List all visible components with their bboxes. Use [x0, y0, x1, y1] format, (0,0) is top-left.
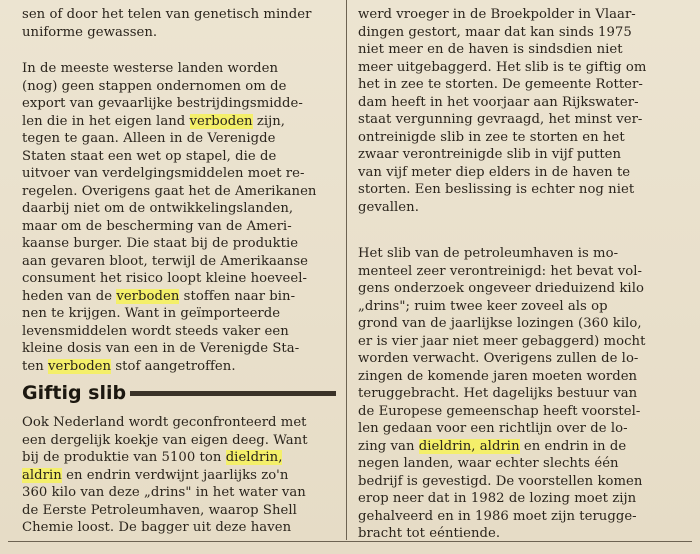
heading-rule: [130, 391, 336, 396]
text-line: [358, 199, 674, 217]
line-text: (nog) geen stappen ondernomen om de: [22, 78, 287, 94]
text-line: [22, 130, 338, 148]
text-line: [22, 519, 338, 537]
line-text: heden van de: [22, 288, 117, 304]
text-line: [358, 298, 674, 316]
line-text: 360 kilo van deze „drins" in het water van: [22, 485, 306, 500]
text-line: [22, 253, 338, 271]
line-text: zwaar verontreinigde slib in vijf putten: [358, 147, 622, 162]
highlighted-term: dieldrin,: [225, 450, 283, 465]
line-text: stof aangetroffen.: [111, 358, 236, 374]
line-text: aan gevaren bloot, terwijl de Amerikaanse: [22, 253, 309, 269]
heading-text: Giftig slib: [22, 382, 127, 404]
text-line: [22, 165, 338, 183]
line-text: bedrijf is gevestigd. De voorstellen komen: [358, 473, 643, 489]
text-line: [22, 484, 338, 502]
line-text: nen te krijgen. Want in geïmporteerde: [22, 306, 281, 321]
line-text: uitvoer van verdelgingsmiddelen moet re-: [22, 166, 305, 181]
text-line: [22, 414, 338, 432]
text-line: [358, 24, 674, 42]
text-line: [22, 305, 338, 323]
text-line: [358, 525, 674, 543]
line-text: „drins"; ruim twee keer zoveel als op: [358, 298, 608, 314]
line-text: en endrin in de: [519, 438, 627, 454]
text-line: [22, 113, 338, 131]
highlighted-term: dieldrin, aldrin: [418, 438, 520, 454]
line-text: bracht tot eéntiende.: [358, 526, 501, 541]
text-line: [358, 315, 674, 333]
line-text: maar om de bescherming van de Ameri-: [22, 218, 292, 234]
text-line: [22, 449, 338, 467]
text-line: [22, 358, 338, 376]
text-line: [358, 385, 674, 403]
text-line: [358, 6, 674, 24]
text-line: [22, 288, 338, 306]
line-text: worden verwacht. Overigens zullen de lo-: [358, 351, 639, 366]
line-text: consument het risico loopt kleine hoeveel-: [22, 271, 308, 286]
text-line: [22, 78, 338, 96]
text-line: [358, 263, 674, 281]
line-text: niet meer en de haven is sindsdien niet: [358, 42, 623, 57]
line-text: er is vier jaar niet meer gebaggerd) mocht: [358, 333, 646, 349]
line-text: zing van: [358, 438, 419, 454]
line-text: bij de produktie van 5100 ton: [22, 450, 226, 465]
line-text: erop neer dat in 1982 de lozing moet zijn: [358, 491, 637, 506]
text-line: [358, 490, 674, 508]
text-line: [358, 76, 674, 94]
line-text: kaanse burger. Die staat bij de produktie: [22, 236, 299, 251]
line-text: ten: [22, 358, 48, 374]
text-line: [358, 146, 674, 164]
text-line: [358, 41, 674, 59]
line-text: len gedaan voor een richtlijn over de lo-: [358, 421, 628, 436]
line-text: grond van de jaarlijkse lozingen (360 kilo,: [358, 316, 642, 331]
text-line: [358, 403, 674, 421]
line-text: kleine dosis van een in de Verenigde Sta-: [22, 341, 300, 356]
line-text: In de meeste westerse landen worden: [22, 61, 279, 76]
line-text: van vijf meter diep elders in de haven te: [358, 164, 631, 180]
line-text: menteel zeer verontreinigd: het bevat vol-: [358, 263, 643, 279]
line-text: een dergelijk koekje van eigen deeg. Want: [22, 432, 308, 448]
line-text: en endrin verdwijnt jaarlijks zo'n: [61, 467, 289, 483]
line-text: negen landen, waar echter slechts één: [358, 456, 619, 471]
highlighted-term: verboden: [116, 288, 180, 304]
line-text: meer uitgebaggerd. Het slib is te giftig om: [358, 59, 647, 75]
line-text: gens onderzoek ongeveer drieduizend kilo: [358, 281, 644, 296]
text-line: [358, 129, 674, 147]
line-text: stoffen naar bin-: [179, 288, 296, 304]
line-text: teruggebracht. Het dagelijks bestuur van: [358, 386, 638, 401]
line-text: ontreinigde slib in zee te storten en het: [358, 129, 625, 145]
line-text: zijn,: [252, 113, 286, 129]
line-text: de Eerste Petroleumhaven, waarop Shell: [22, 502, 297, 518]
line-text: Chemie loost. De bagger uit deze haven: [22, 520, 292, 535]
line-text: Staten staat een wet op stapel, die de: [22, 148, 277, 164]
text-line: [22, 502, 338, 520]
text-line: [358, 164, 674, 182]
text-line: [22, 235, 338, 253]
line-text: levensmiddelen wordt steeds vaker een: [22, 323, 289, 339]
text-line: uniforme gewassen.: [22, 25, 158, 40]
text-line: [358, 508, 674, 526]
line-text: Het slib van de petroleumhaven is mo-: [358, 246, 619, 261]
text-line: [358, 245, 674, 263]
text-line: sen of door het telen van genetisch minder: [22, 7, 312, 22]
line-text: staat vergunning gevraagd, het minst ver-: [358, 112, 643, 127]
text-line: [22, 183, 338, 201]
line-text: len die in het eigen land: [22, 113, 190, 129]
highlighted-term: verboden: [48, 358, 112, 374]
line-text: tegen te gaan. Alleen in de Verenigde: [22, 131, 276, 146]
text-line: [22, 323, 338, 341]
text-line: [22, 60, 338, 78]
text-line: [22, 95, 338, 113]
text-line: [358, 438, 674, 456]
line-text: export van gevaarlijke bestrijdingsmidde-: [22, 96, 303, 111]
text-line: [358, 94, 674, 112]
line-text: daarbij niet om de ontwikkelingslanden,: [22, 201, 294, 216]
text-line: [358, 473, 674, 491]
column-divider: [346, 0, 347, 540]
text-line: [22, 218, 338, 236]
line-text: dingen gestort, maar dat kan sinds 1975: [358, 24, 632, 40]
highlighted-term: aldrin: [22, 467, 62, 483]
line-text: regelen. Overigens gaat het de Amerikanen: [22, 183, 317, 199]
section-heading: [22, 380, 338, 406]
text-line: [358, 455, 674, 473]
line-text: storten. Een beslissing is echter nog niet: [358, 182, 635, 197]
text-line: [358, 350, 674, 368]
text-line: [22, 200, 338, 218]
text-line: [22, 467, 338, 485]
line-text: gehalveerd en in 1986 moet zijn terugge-: [358, 508, 637, 524]
line-text: het in zee te storten. De gemeente Rotter-: [358, 77, 643, 92]
line-text: gevallen.: [358, 199, 419, 215]
text-line: [358, 111, 674, 129]
text-line: [22, 432, 338, 450]
text-line: [358, 59, 674, 77]
text-line: [22, 148, 338, 166]
line-text: dam heeft in het voorjaar aan Rijkswater-: [358, 94, 639, 110]
highlighted-term: verboden: [189, 113, 253, 129]
line-text: zingen de komende jaren moeten worden: [358, 368, 638, 384]
text-line: [358, 280, 674, 298]
line-text: werd vroeger in de Broekpolder in Vlaar-: [358, 7, 636, 22]
text-line: [358, 368, 674, 386]
text-line: [358, 420, 674, 438]
line-text: Ook Nederland wordt geconfronteerd met: [22, 415, 307, 430]
text-line: [358, 181, 674, 199]
line-text: de Europese gemeenschap heeft voorstel-: [358, 403, 641, 419]
text-line: [22, 340, 338, 358]
text-line: [358, 333, 674, 351]
text-line: [22, 270, 338, 288]
